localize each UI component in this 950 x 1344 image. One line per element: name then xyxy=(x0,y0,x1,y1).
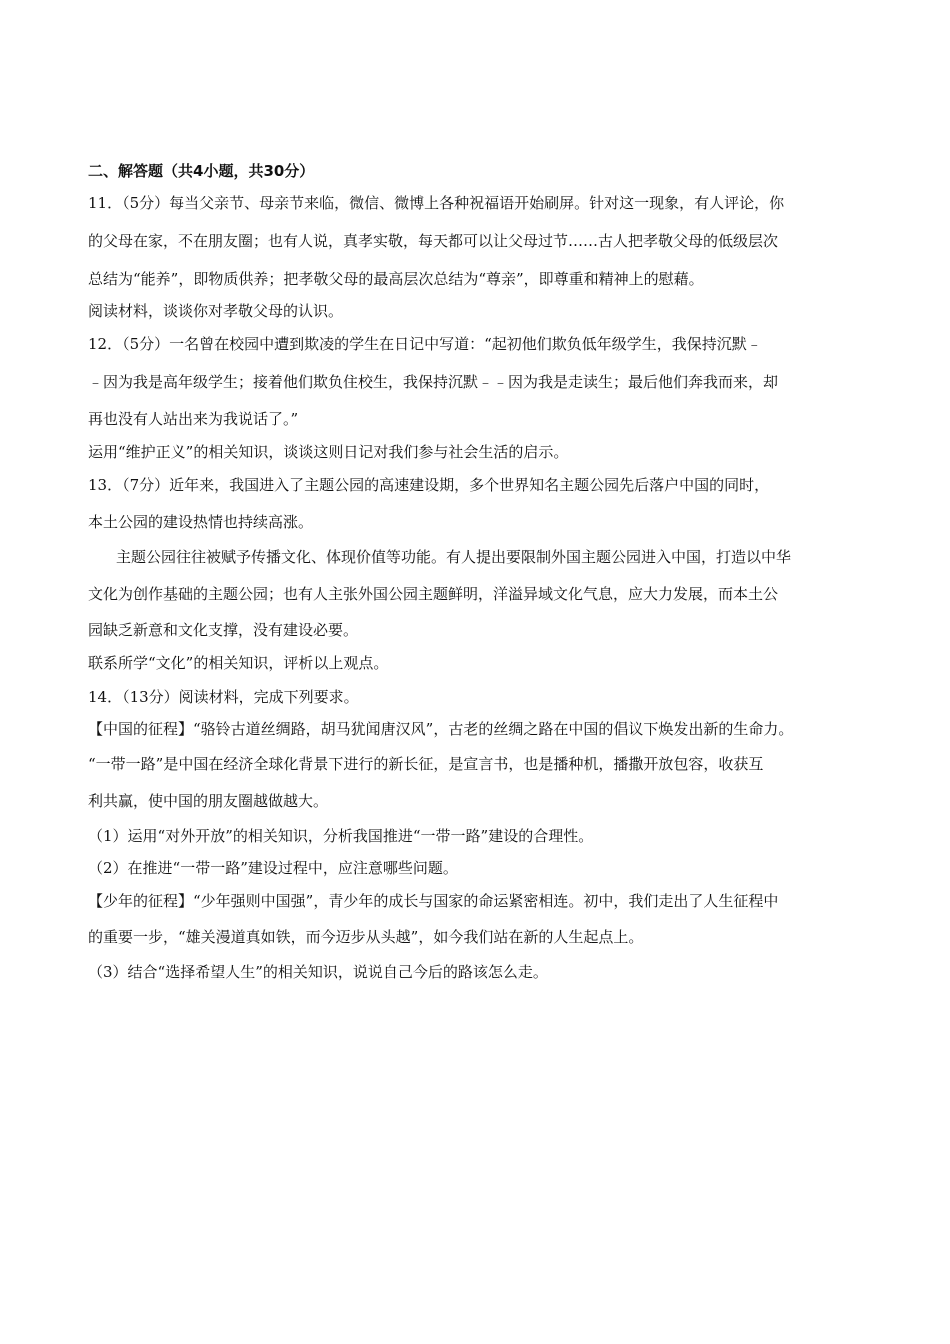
q13-line-1: 13．（7分）近年来，我国进入了主题公园的高速建设期，多个世界知名主题公园先后落户中国的同时， xyxy=(88,476,770,494)
q14-line-8: 的重要一步，“雄关漫道真如铁，而今迈步从头越”，如今我们站在新的人生起点上。 xyxy=(88,928,644,946)
q13-line-3: 主题公园往往被赋予传播文化、体现价值等功能。有人提出要限制外国主题公园进入中国，打造以中华 xyxy=(116,548,792,566)
q14-line-7: 【少年的征程】“少年强则中国强”，青少年的成长与国家的命运紧密相连。初中，我们走出了人生征程中 xyxy=(88,892,779,910)
q13-line-6: 联系所学“文化”的相关知识，评析以上观点。 xyxy=(88,654,389,672)
q12-line-2: ﹣因为我是高年级学生；接着他们欺负住校生，我保持沉默﹣﹣因为我是走读生；最后他们奔我而来，却 xyxy=(88,373,779,391)
q11-line-4: 阅读材料，谈谈你对孝敬父母的认识。 xyxy=(88,302,344,320)
q14-line-1: 14．（13分）阅读材料，完成下列要求。 xyxy=(88,688,359,706)
q12-line-4: 运用“维护正义”的相关知识，谈谈这则日记对我们参与社会生活的启示。 xyxy=(88,443,569,461)
q14-line-4: 利共赢，使中国的朋友圈越做越大。 xyxy=(88,792,329,810)
q14-line-3: “一带一路”是中国在经济全球化背景下进行的新长征，是宣言书，也是播种机，播撒开放包容，收获互 xyxy=(88,755,764,773)
q14-line-9: （3）结合“选择希望人生”的相关知识，说说自己今后的路该怎么走。 xyxy=(88,963,548,981)
q14-line-6: （2）在推进“一带一路”建设过程中，应注意哪些问题。 xyxy=(88,859,458,877)
q11-line-3: 总结为“能养”，即物质供养；把孝敬父母的最高层次总结为“尊亲”，即尊重和精神上的慰藉。 xyxy=(88,270,704,288)
q12-line-3: 再也没有人站出来为我说话了。” xyxy=(88,410,299,428)
q13-line-5: 园缺乏新意和文化支撑，没有建设必要。 xyxy=(88,621,359,639)
q12-line-1: 12．（5分）一名曾在校园中遭到欺凌的学生在日记中写道：“起初他们欺负低年级学生，我保持沉默﹣ xyxy=(88,335,762,353)
q13-line-4: 文化为创作基础的主题公园；也有人主张外国公园主题鲜明，洋溢异域文化气息，应大力发展，而本土公 xyxy=(88,585,779,603)
q14-line-5: （1）运用“对外开放”的相关知识，分析我国推进“一带一路”建设的合理性。 xyxy=(88,827,594,845)
q11-line-1: 11．（5分）每当父亲节、母亲节来临，微信、微博上各种祝福语开始刷屏。针对这一现象，有人评论，你 xyxy=(88,194,785,212)
section-title: 二、解答题（共4小题，共30分） xyxy=(88,162,315,180)
q13-line-2: 本土公园的建设热情也持续高涨。 xyxy=(88,513,314,531)
q11-line-2: 的父母在家，不在朋友圈；也有人说，真孝实敬，每天都可以让父母过节……古人把孝敬父母的低级层次 xyxy=(88,232,779,250)
q14-line-2: 【中国的征程】“骆铃古道丝绸路，胡马犹闻唐汉风”，古老的丝绸之路在中国的倡议下焕发出新的生命力。 xyxy=(88,720,794,738)
